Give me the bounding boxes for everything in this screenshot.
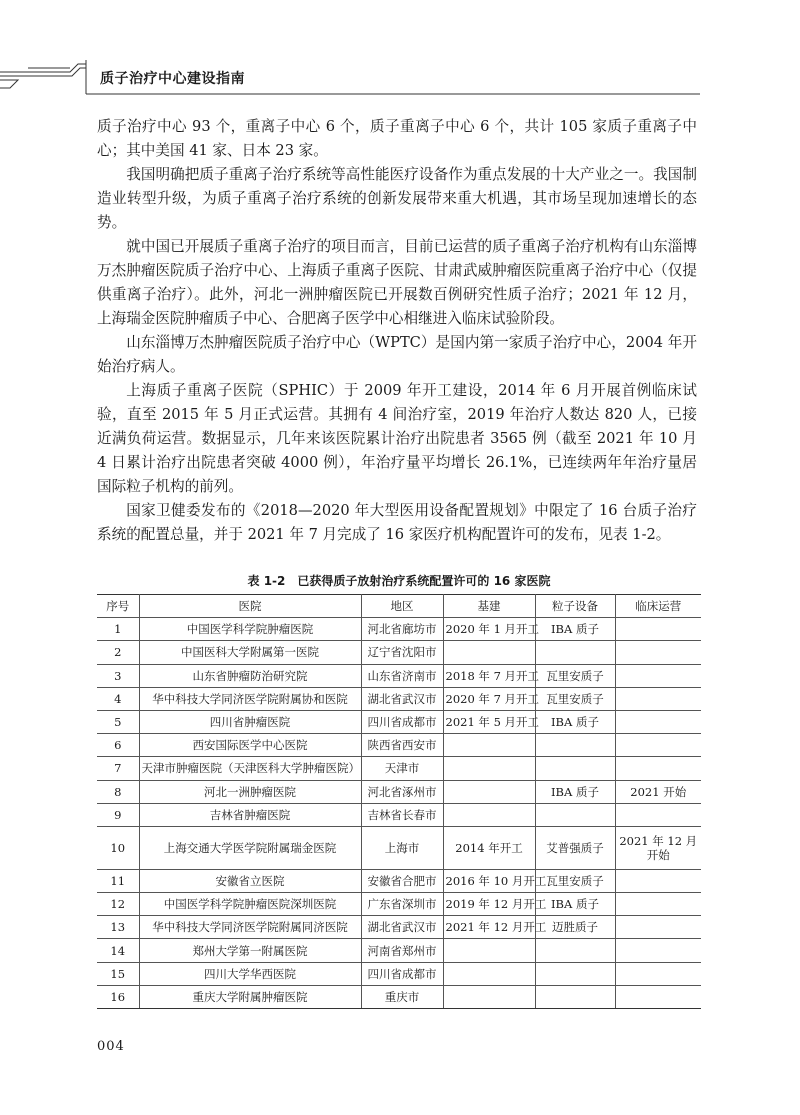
running-header (0, 58, 800, 98)
table-cell: 四川省成都市 (361, 710, 443, 733)
table-row (97, 710, 701, 733)
table-cell: 2019 年 12 月开工 (443, 893, 535, 916)
table-cell: 2020 年 7 月开工 (443, 687, 535, 710)
table-cell (615, 985, 701, 1008)
table-cell: 瓦里安质子 (535, 664, 615, 687)
table-row (97, 687, 701, 710)
column-header: 地区 (361, 595, 443, 618)
table-cell: 10 (97, 826, 139, 869)
table-cell: 6 (97, 734, 139, 757)
table-cell (615, 962, 701, 985)
table-cell: 1 (97, 618, 139, 641)
page-number: 004 (97, 1039, 125, 1054)
table-cell (615, 641, 701, 664)
table-cell: 四川省肿瘤医院 (139, 710, 361, 733)
table-row (97, 985, 701, 1008)
table-row (97, 869, 701, 892)
table-cell (615, 869, 701, 892)
table-cell: 4 (97, 687, 139, 710)
table-cell: 14 (97, 939, 139, 962)
column-header: 序号 (97, 595, 139, 618)
table-cell: 四川大学华西医院 (139, 962, 361, 985)
table-cell: 艾普强质子 (535, 826, 615, 869)
table-cell: 河北省涿州市 (361, 780, 443, 803)
table-cell: 12 (97, 893, 139, 916)
table-cell (615, 664, 701, 687)
table-cell (535, 757, 615, 780)
table-cell: 2018 年 7 月开工 (443, 664, 535, 687)
table-cell: 15 (97, 962, 139, 985)
table-row (97, 780, 701, 803)
table-cell: 四川省成都市 (361, 962, 443, 985)
table-cell: 13 (97, 916, 139, 939)
table-cell: 2016 年 10 月开工 (443, 869, 535, 892)
column-header: 粒子设备 (535, 595, 615, 618)
table-cell (615, 710, 701, 733)
table-cell: IBA 质子 (535, 780, 615, 803)
table-cell (535, 939, 615, 962)
table-cell: 瓦里安质子 (535, 687, 615, 710)
table-cell (535, 641, 615, 664)
table-cell: 郑州大学第一附属医院 (139, 939, 361, 962)
table-cell: 河北一洲肿瘤医院 (139, 780, 361, 803)
table-cell (535, 962, 615, 985)
table-cell: 中国医学科学院肿瘤医院深圳医院 (139, 893, 361, 916)
table-row (97, 826, 701, 869)
table-cell: 16 (97, 985, 139, 1008)
table-row (97, 962, 701, 985)
table-cell: 重庆市 (361, 985, 443, 1008)
table-cell (615, 803, 701, 826)
table-row (97, 618, 701, 641)
table-row (97, 803, 701, 826)
hospital-table (97, 594, 701, 1009)
table-cell (615, 618, 701, 641)
table-cell: 安徽省立医院 (139, 869, 361, 892)
table-cell: 2021 年 12 月开始 (615, 826, 701, 869)
table-row (97, 757, 701, 780)
header-title: 质子治疗中心建设指南 (100, 71, 245, 87)
table-cell (615, 916, 701, 939)
table-cell: 广东省深圳市 (361, 893, 443, 916)
table-cell: 天津市肿瘤医院（天津医科大学肿瘤医院） (139, 757, 361, 780)
table-cell (535, 734, 615, 757)
table-cell: 湖北省武汉市 (361, 687, 443, 710)
table-cell: 山东省济南市 (361, 664, 443, 687)
table-header-row (97, 595, 701, 618)
table-cell: 2020 年 1 月开工 (443, 618, 535, 641)
table-cell: 8 (97, 780, 139, 803)
table-cell (615, 687, 701, 710)
table-cell: 中国医学科学院肿瘤医院 (139, 618, 361, 641)
table-row (97, 939, 701, 962)
table-cell: 9 (97, 803, 139, 826)
table-cell: 河南省郑州市 (361, 939, 443, 962)
table-cell: 华中科技大学同济医学院附属同济医院 (139, 916, 361, 939)
paragraph: 国家卫健委发布的《2018—2020 年大型医用设备配置规划》中限定了 16 台质子治疗系统的配置总量，并于 2021 年 7 月完成了 16 家医疗机构配置许可的发布，见表 1-2。 (97, 502, 697, 543)
table-cell: 湖北省武汉市 (361, 916, 443, 939)
table-cell: 天津市 (361, 757, 443, 780)
table-cell: IBA 质子 (535, 710, 615, 733)
table-cell: 迈胜质子 (535, 916, 615, 939)
paragraph: 我国明确把质子重离子治疗系统等高性能医疗设备作为重点发展的十大产业之一。我国制造业转型升级，为质子重离子治疗系统的创新发展带来重大机遇，其市场呈现加速增长的态势。 (97, 166, 697, 231)
table-cell: 山东省肿瘤防治研究院 (139, 664, 361, 687)
table-cell (535, 985, 615, 1008)
table-cell (443, 962, 535, 985)
table-cell (615, 939, 701, 962)
paragraph: 就中国已开展质子重离子治疗的项目而言，目前已运营的质子重离子治疗机构有山东淄博万杰肿瘤医院质子治疗中心、上海质子重离子医院、甘肃武威肿瘤医院重离子治疗中心（仅提供重离子治疗）。此外，河北一洲肿瘤医院已开展数百例研究性质子治疗；2021 年 12 月，上海瑞金医院肿瘤质子中心、合肥离子医学中心相继进入临床试验阶段。 (97, 238, 697, 327)
table-cell: 瓦里安质子 (535, 869, 615, 892)
table-cell: 上海市 (361, 826, 443, 869)
table-cell: 中国医科大学附属第一医院 (139, 641, 361, 664)
table-cell (443, 780, 535, 803)
table-cell: 2021 年 5 月开工 (443, 710, 535, 733)
table-cell: 华中科技大学同济医学院附属协和医院 (139, 687, 361, 710)
table-caption: 表 1-2 已获得质子放射治疗系统配置许可的 16 家医院 (247, 574, 551, 588)
table-cell: 西安国际医学中心医院 (139, 734, 361, 757)
table-cell (443, 734, 535, 757)
table-cell (443, 939, 535, 962)
table-cell (443, 757, 535, 780)
table-row (97, 916, 701, 939)
body-text (97, 115, 697, 547)
table-row (97, 664, 701, 687)
table-cell: 河北省廊坊市 (361, 618, 443, 641)
table-cell: 吉林省肿瘤医院 (139, 803, 361, 826)
table-cell (443, 803, 535, 826)
table-cell (535, 803, 615, 826)
table-cell (615, 734, 701, 757)
table-row (97, 734, 701, 757)
table-cell: 5 (97, 710, 139, 733)
paragraph: 山东淄博万杰肿瘤医院质子治疗中心（WPTC）是国内第一家质子治疗中心，2004 年开始治疗病人。 (97, 334, 697, 375)
table-row (97, 641, 701, 664)
paragraph: 质子治疗中心 93 个，重离子中心 6 个，质子重离子中心 6 个，共计 105 家质子重离子中心；其中美国 41 家、日本 23 家。 (97, 118, 697, 159)
table-cell: 2021 年 12 月开工 (443, 916, 535, 939)
table-cell (615, 757, 701, 780)
table-cell: 吉林省长春市 (361, 803, 443, 826)
table-cell: 陕西省西安市 (361, 734, 443, 757)
table-cell (615, 893, 701, 916)
table-cell: 2014 年开工 (443, 826, 535, 869)
table-cell: 7 (97, 757, 139, 780)
table-cell: 上海交通大学医学院附属瑞金医院 (139, 826, 361, 869)
table-cell: 3 (97, 664, 139, 687)
table-cell: IBA 质子 (535, 893, 615, 916)
table-cell: 辽宁省沈阳市 (361, 641, 443, 664)
table-cell: IBA 质子 (535, 618, 615, 641)
table-cell (443, 641, 535, 664)
paragraph: 上海质子重离子医院（SPHIC）于 2009 年开工建设，2014 年 6 月开展首例临床试验，直至 2015 年 5 月正式运营。其拥有 4 间治疗室，2019 年治疗人数达 820 人，已接近满负荷运营。数据显示，几年来该医院累计治疗出院患者 3565 例（截至 2021 年 10 月 4 日累计治疗出院患者突破 4000 例），年治疗量平均增长 26.1%，已连续两年年治疗量居国际粒子机构的前列。 (97, 382, 697, 495)
table-cell: 2021 开始 (615, 780, 701, 803)
table-row (97, 893, 701, 916)
table-cell: 2 (97, 641, 139, 664)
column-header: 基建 (443, 595, 535, 618)
column-header: 医院 (139, 595, 361, 618)
column-header: 临床运营 (615, 595, 701, 618)
table-cell: 安徽省合肥市 (361, 869, 443, 892)
table-cell (443, 985, 535, 1008)
table-cell: 11 (97, 869, 139, 892)
table-cell: 重庆大学附属肿瘤医院 (139, 985, 361, 1008)
